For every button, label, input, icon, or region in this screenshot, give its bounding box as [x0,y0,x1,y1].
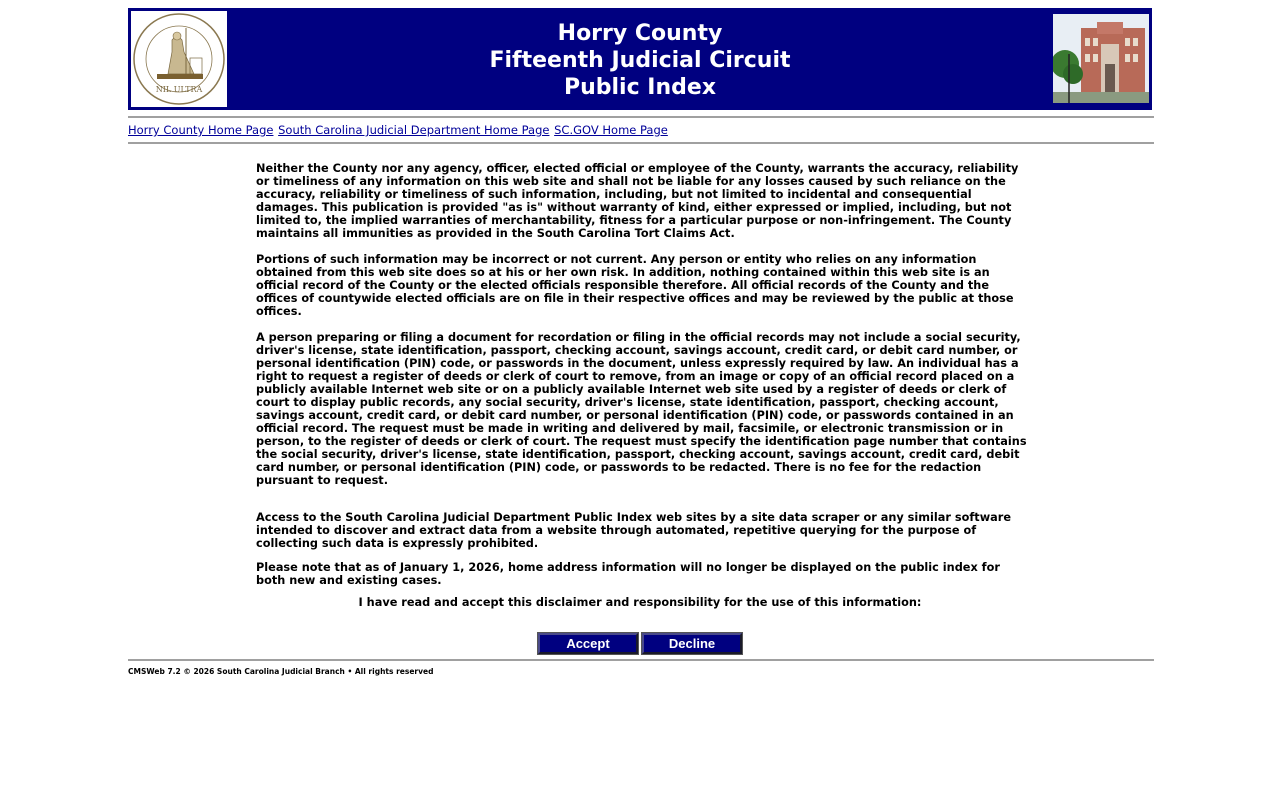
disclaimer-text [256,162,1028,600]
svg-text:NIL ULTRA: NIL ULTRA [155,85,203,94]
disclaimer-paragraph-address-notice: Please note that as of January 1, 2026, home address information will no longer be displayed on the public index for both new and existing cases. [256,561,1000,587]
nav-links [128,123,669,137]
title-line-county: Horry County [557,21,723,46]
site-header [128,8,1152,110]
disclaimer-paragraph-liability: Neither the County nor any agency, officer, elected official or employee of the County, warrants the accuracy, reliability or timeliness of any information on this web site and shall not be liable for any losses caused by such reliance on the accuracy, reliability or timeliness of such information, including, but not limited to incidental and consequential damages. This publication is provided "as is" without warranty of kind, either expressed or implied, including, but not limited to, the implied warranties of merchantability, fitness for a particular purpose or non-infringement. The County maintains all immunities as provided in the South Carolina Tort Claims Act. [256,162,1019,240]
disclaimer-paragraph-scraping: Access to the South Carolina Judicial Department Public Index web sites by a site data scraper or any similar software intended to discover and extract data from a website through automated, repetitive querying for the purpose of collecting such data is expressly prohibited. [256,511,1011,550]
horry-county-home-link[interactable]: Horry County Home Page [128,123,274,137]
header-divider [128,116,1154,118]
nav-divider [128,142,1154,144]
page-title [128,20,1152,101]
sc-judicial-department-home-link[interactable]: South Carolina Judicial Department Home Page [278,123,550,137]
footer-divider [128,659,1154,661]
disclaimer-paragraph-accuracy: Portions of such information may be incorrect or not current. Any person or entity who relies on any information obtained from this web site does so at his or her own risk. In addition, nothing contained within this web site is an official record of the County or the elected officials responsible therefore. All official records of the County and the offices of countywide elected officials are on file in their respective offices and may be reviewed by the public at those offices. [256,253,1014,318]
accept-button[interactable]: Accept [538,633,638,654]
title-line-circuit: Fifteenth Judicial Circuit [489,48,791,73]
title-line-index: Public Index [563,75,717,100]
courthouse-photo [1053,14,1149,103]
accept-statement: I have read and accept this disclaimer and responsibility for the use of this information: [358,596,922,609]
action-buttons [538,633,742,654]
footer-copyright: CMSWeb 7.2 © 2026 South Carolina Judicial Branch • All rights reserved [128,667,434,676]
decline-button[interactable]: Decline [642,633,742,654]
sc-gov-home-link[interactable]: SC.GOV Home Page [554,123,668,137]
disclaimer-paragraph-redaction: A person preparing or filing a document for recordation or filing in the official records may not include a social security, driver's license, state identification, passport, checking account, savings account, credit card, or debit card number, or personal identification (PIN) code, or passwords in the document, unless expressly required by law. An individual has a right to request a register of deeds or clerk of court to remove, from an image or copy of an official record placed on a publicly available Internet web site or on a publicly available Internet web site used by a register of deeds or clerk of court to display public records, any social security, driver's license, state identification, passport, checking account, savings account, credit card, or debit card number, or personal identification (PIN) code, or passwords contained in an official record. The request must be made in writing and delivered by mail, facsimile, or electronic transmission or in person, to the register of deeds or clerk of court. The request must specify the identification page number that contains the social security, driver's license, state identification, passport, checking account, savings account, credit card, debit card number, or personal identification (PIN) code, or passwords to be redacted. There is no fee for the redaction pursuant to request. [256,331,1027,487]
